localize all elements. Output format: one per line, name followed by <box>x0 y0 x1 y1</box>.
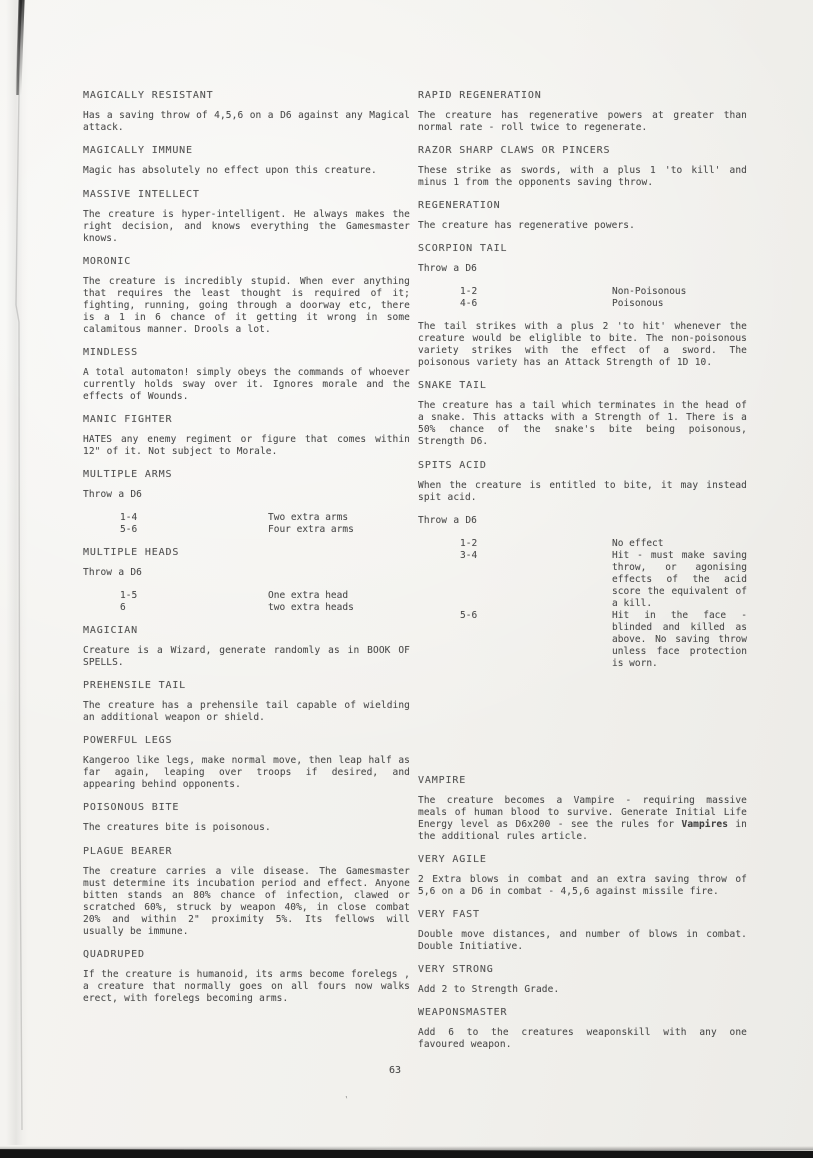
section-multiple-arms <box>83 469 410 536</box>
section-heading: PLAGUE BEARER <box>83 846 173 857</box>
dice-row <box>83 512 410 524</box>
section-heading: POWERFUL LEGS <box>83 735 173 746</box>
section-poisonous-bite <box>83 802 410 834</box>
scan-speck: ‛ <box>344 1095 349 1104</box>
dice-roll-range: 5-6 <box>120 524 138 535</box>
section-heading: MANIC FIGHTER <box>83 414 173 425</box>
page-number: 63 <box>388 1065 402 1076</box>
section-very-strong <box>418 964 747 996</box>
dice-roll-result: Hit in the face -blinded and killed as above. No saving throw unless face protection is worn. <box>612 610 747 669</box>
section-heading: QUADRUPED <box>83 949 145 960</box>
section-magically-resistant <box>83 90 410 134</box>
section-heading: SNAKE TAIL <box>418 380 487 391</box>
page-crease-line <box>0 0 60 1150</box>
section-heading: RAPID REGENERATION <box>418 90 542 101</box>
paragraph: The creatures bite is poisonous. <box>83 822 271 833</box>
dice-row <box>83 590 410 602</box>
section-heading: MORONIC <box>83 256 132 267</box>
section-very-agile <box>418 854 747 898</box>
section-heading: WEAPONSMASTER <box>418 1007 508 1018</box>
paragraph: Add 6 to the creatures weaponskill with any one favoured weapon. <box>418 1027 747 1050</box>
section-heading: MAGICIAN <box>83 625 138 636</box>
section-magician <box>83 625 410 669</box>
paragraph: The creature carries a vile disease. The Gamesmaster must determine its incubation period and effect. Anyone bitten stands an 80% chance of infection, clawed or scratched 60%, struck by weapon 40%, in close combat 20% and within 2" proximity 5%. Its fellows will usually be immune. <box>83 866 410 937</box>
dice-row <box>418 538 747 550</box>
dice-roll-result: Hit - must make saving throw, or agonising effects of the acid score the equivalent of a kill. <box>612 550 747 609</box>
paragraph: The creature is incredibly stupid. When ever anything that requires the least thought is required of it; fighting, running, going through a doorway etc, there is a 1 in 6 chance of it getting it wrong in some calamitous manner. Drools a lot. <box>83 276 410 335</box>
section-razor-sharp-claws-or-pincers <box>418 145 747 189</box>
dice-roll-result: two extra heads <box>268 602 354 613</box>
section-heading: MAGICALLY RESISTANT <box>83 90 214 101</box>
dice-row <box>418 550 747 610</box>
section-heading: VAMPIRE <box>418 775 467 786</box>
section-heading: MULTIPLE ARMS <box>83 469 173 480</box>
paragraph: The creature has regenerative powers at greater than normal rate - roll twice to regenerate. <box>418 110 747 133</box>
scan-edge-bottom <box>0 1149 813 1158</box>
section-heading: VERY FAST <box>418 909 480 920</box>
dice-roll-range: 1-4 <box>120 512 138 523</box>
paragraph: If the creature is humanoid, its arms become forelegs , a creature that normally goes on all fours now walks erect, with forelegs becoming arms. <box>83 969 410 1004</box>
dice-roll-range: 1-5 <box>120 590 138 601</box>
section-snake-tail <box>418 380 747 448</box>
section-spits-acid <box>418 460 747 670</box>
section-heading: VERY AGILE <box>418 854 487 865</box>
paragraph: Double move distances, and number of blows in combat. Double Initiative. <box>418 929 747 952</box>
paragraph: The creature has a prehensile tail capable of wielding an additional weapon or shield. <box>83 700 410 723</box>
scan-edge-shadow <box>0 1146 813 1150</box>
paragraph: Throw a D6 <box>418 263 477 274</box>
dice-row <box>83 602 410 614</box>
paragraph: A total automaton! simply obeys the commands of whoever currently holds sway over it. Ignores morale and the effects of Wounds. <box>83 367 410 402</box>
dice-roll-result: Four extra arms <box>268 524 354 535</box>
section-powerful-legs <box>83 735 410 791</box>
scan-corner-shadow <box>15 0 24 96</box>
section-quadruped <box>83 949 410 1005</box>
dice-roll-range: 3-4 <box>460 550 478 561</box>
section-heading: REGENERATION <box>418 200 501 211</box>
section-manic-fighter <box>83 414 410 458</box>
section-heading: MAGICALLY IMMUNE <box>83 145 193 156</box>
paragraph: Throw a D6 <box>83 489 142 500</box>
section-heading: SCORPION TAIL <box>418 243 508 254</box>
paragraph: Add 2 to Strength Grade. <box>418 984 560 995</box>
section-massive-intellect <box>83 189 410 245</box>
section-heading: MULTIPLE HEADS <box>83 547 180 558</box>
paragraph: Throw a D6 <box>418 515 477 526</box>
section-heading: SPITS ACID <box>418 460 487 471</box>
paragraph: The creature is hyper-intelligent. He always makes the right decision, and knows everything the Gamesmaster knows. <box>83 209 410 244</box>
paragraph: The creature becomes a Vampire - requiring massive meals of human blood to survive. Generate Initial Life Energy level as D6x200 - see the rules for Vampires in the additional rules article. <box>418 795 747 842</box>
paragraph: When the creature is entitled to bite, it may instead spit acid. <box>418 480 747 503</box>
paragraph: 2 Extra blows in combat and an extra saving throw of 5,6 on a D6 in combat - 4,5,6 against missile fire. <box>418 874 747 897</box>
right-column <box>418 90 747 1062</box>
page-crease-shading <box>6 0 28 1145</box>
left-column <box>83 90 410 1016</box>
dice-roll-range: 1-2 <box>460 286 478 297</box>
section-heading: VERY STRONG <box>418 964 494 975</box>
paragraph: The creature has a tail which terminates in the head of a snake. This attacks with a Strength of 1. There is a 50% chance of the snake's bite being poisonous, Strength D6. <box>418 400 747 447</box>
paragraph: These strike as swords, with a plus 1 'to kill' and minus 1 from the opponents saving throw. <box>418 165 747 188</box>
paragraph: The creature has regenerative powers. <box>418 220 635 231</box>
section-heading: PREHENSILE TAIL <box>83 680 187 691</box>
dice-roll-result: Two extra arms <box>268 512 349 523</box>
section-weaponsmaster <box>418 1007 747 1051</box>
section-very-fast <box>418 909 747 953</box>
dice-roll-range: 1-2 <box>460 538 478 549</box>
paragraph: The tail strikes with a plus 2 'to hit' whenever the creature would be eliglible to bite. The non-poisonous variety strikes with the effect of a sword. The poisonous variety has an Attack Strength of 1D 10. <box>418 321 747 368</box>
section-heading: POISONOUS BITE <box>83 802 180 813</box>
dice-roll-range: 5-6 <box>460 610 478 621</box>
section-heading: MINDLESS <box>83 347 138 358</box>
dice-roll-range: 6 <box>120 602 126 613</box>
section-plague-bearer <box>83 846 410 938</box>
paragraph: Magic has absolutely no effect upon this creature. <box>83 165 377 176</box>
dice-roll-result: No effect <box>612 538 664 549</box>
paragraph: HATES any enemy regiment or figure that comes within 12" of it. Not subject to Morale. <box>83 434 410 457</box>
dice-roll-range: 4-6 <box>460 298 478 309</box>
dice-row <box>83 524 410 536</box>
dice-result-table <box>83 590 410 614</box>
section-prehensile-tail <box>83 680 410 724</box>
dice-result-table <box>83 512 410 536</box>
dice-row <box>418 286 747 298</box>
paragraph: Creature is a Wizard, generate randomly as in BOOK OF SPELLS. <box>83 645 410 668</box>
dice-roll-result: One extra head <box>268 590 349 601</box>
section-magically-immune <box>83 145 410 177</box>
paragraph: Has a saving throw of 4,5,6 on a D6 against any Magical attack. <box>83 110 410 133</box>
section-multiple-heads <box>83 547 410 614</box>
section-heading: MASSIVE INTELLECT <box>83 189 200 200</box>
dice-roll-result: Non-Poisonous <box>612 286 687 297</box>
dice-result-table <box>418 286 747 310</box>
paragraph: Kangeroo like legs, make normal move, then leap half as far again, leaping over troops if desired, and appearing behind opponents. <box>83 755 410 790</box>
dice-result-table <box>418 538 747 670</box>
section-rapid-regeneration <box>418 90 747 134</box>
section-moronic <box>83 256 410 336</box>
section-vampire <box>418 775 747 843</box>
dice-roll-result: Poisonous <box>612 298 664 309</box>
section-regeneration <box>418 200 747 232</box>
section-scorpion-tail <box>418 243 747 369</box>
dice-row <box>418 298 747 310</box>
paragraph: Throw a D6 <box>83 567 142 578</box>
section-mindless <box>83 347 410 403</box>
dice-row <box>418 610 747 670</box>
section-heading: RAZOR SHARP CLAWS OR PINCERS <box>418 145 611 156</box>
